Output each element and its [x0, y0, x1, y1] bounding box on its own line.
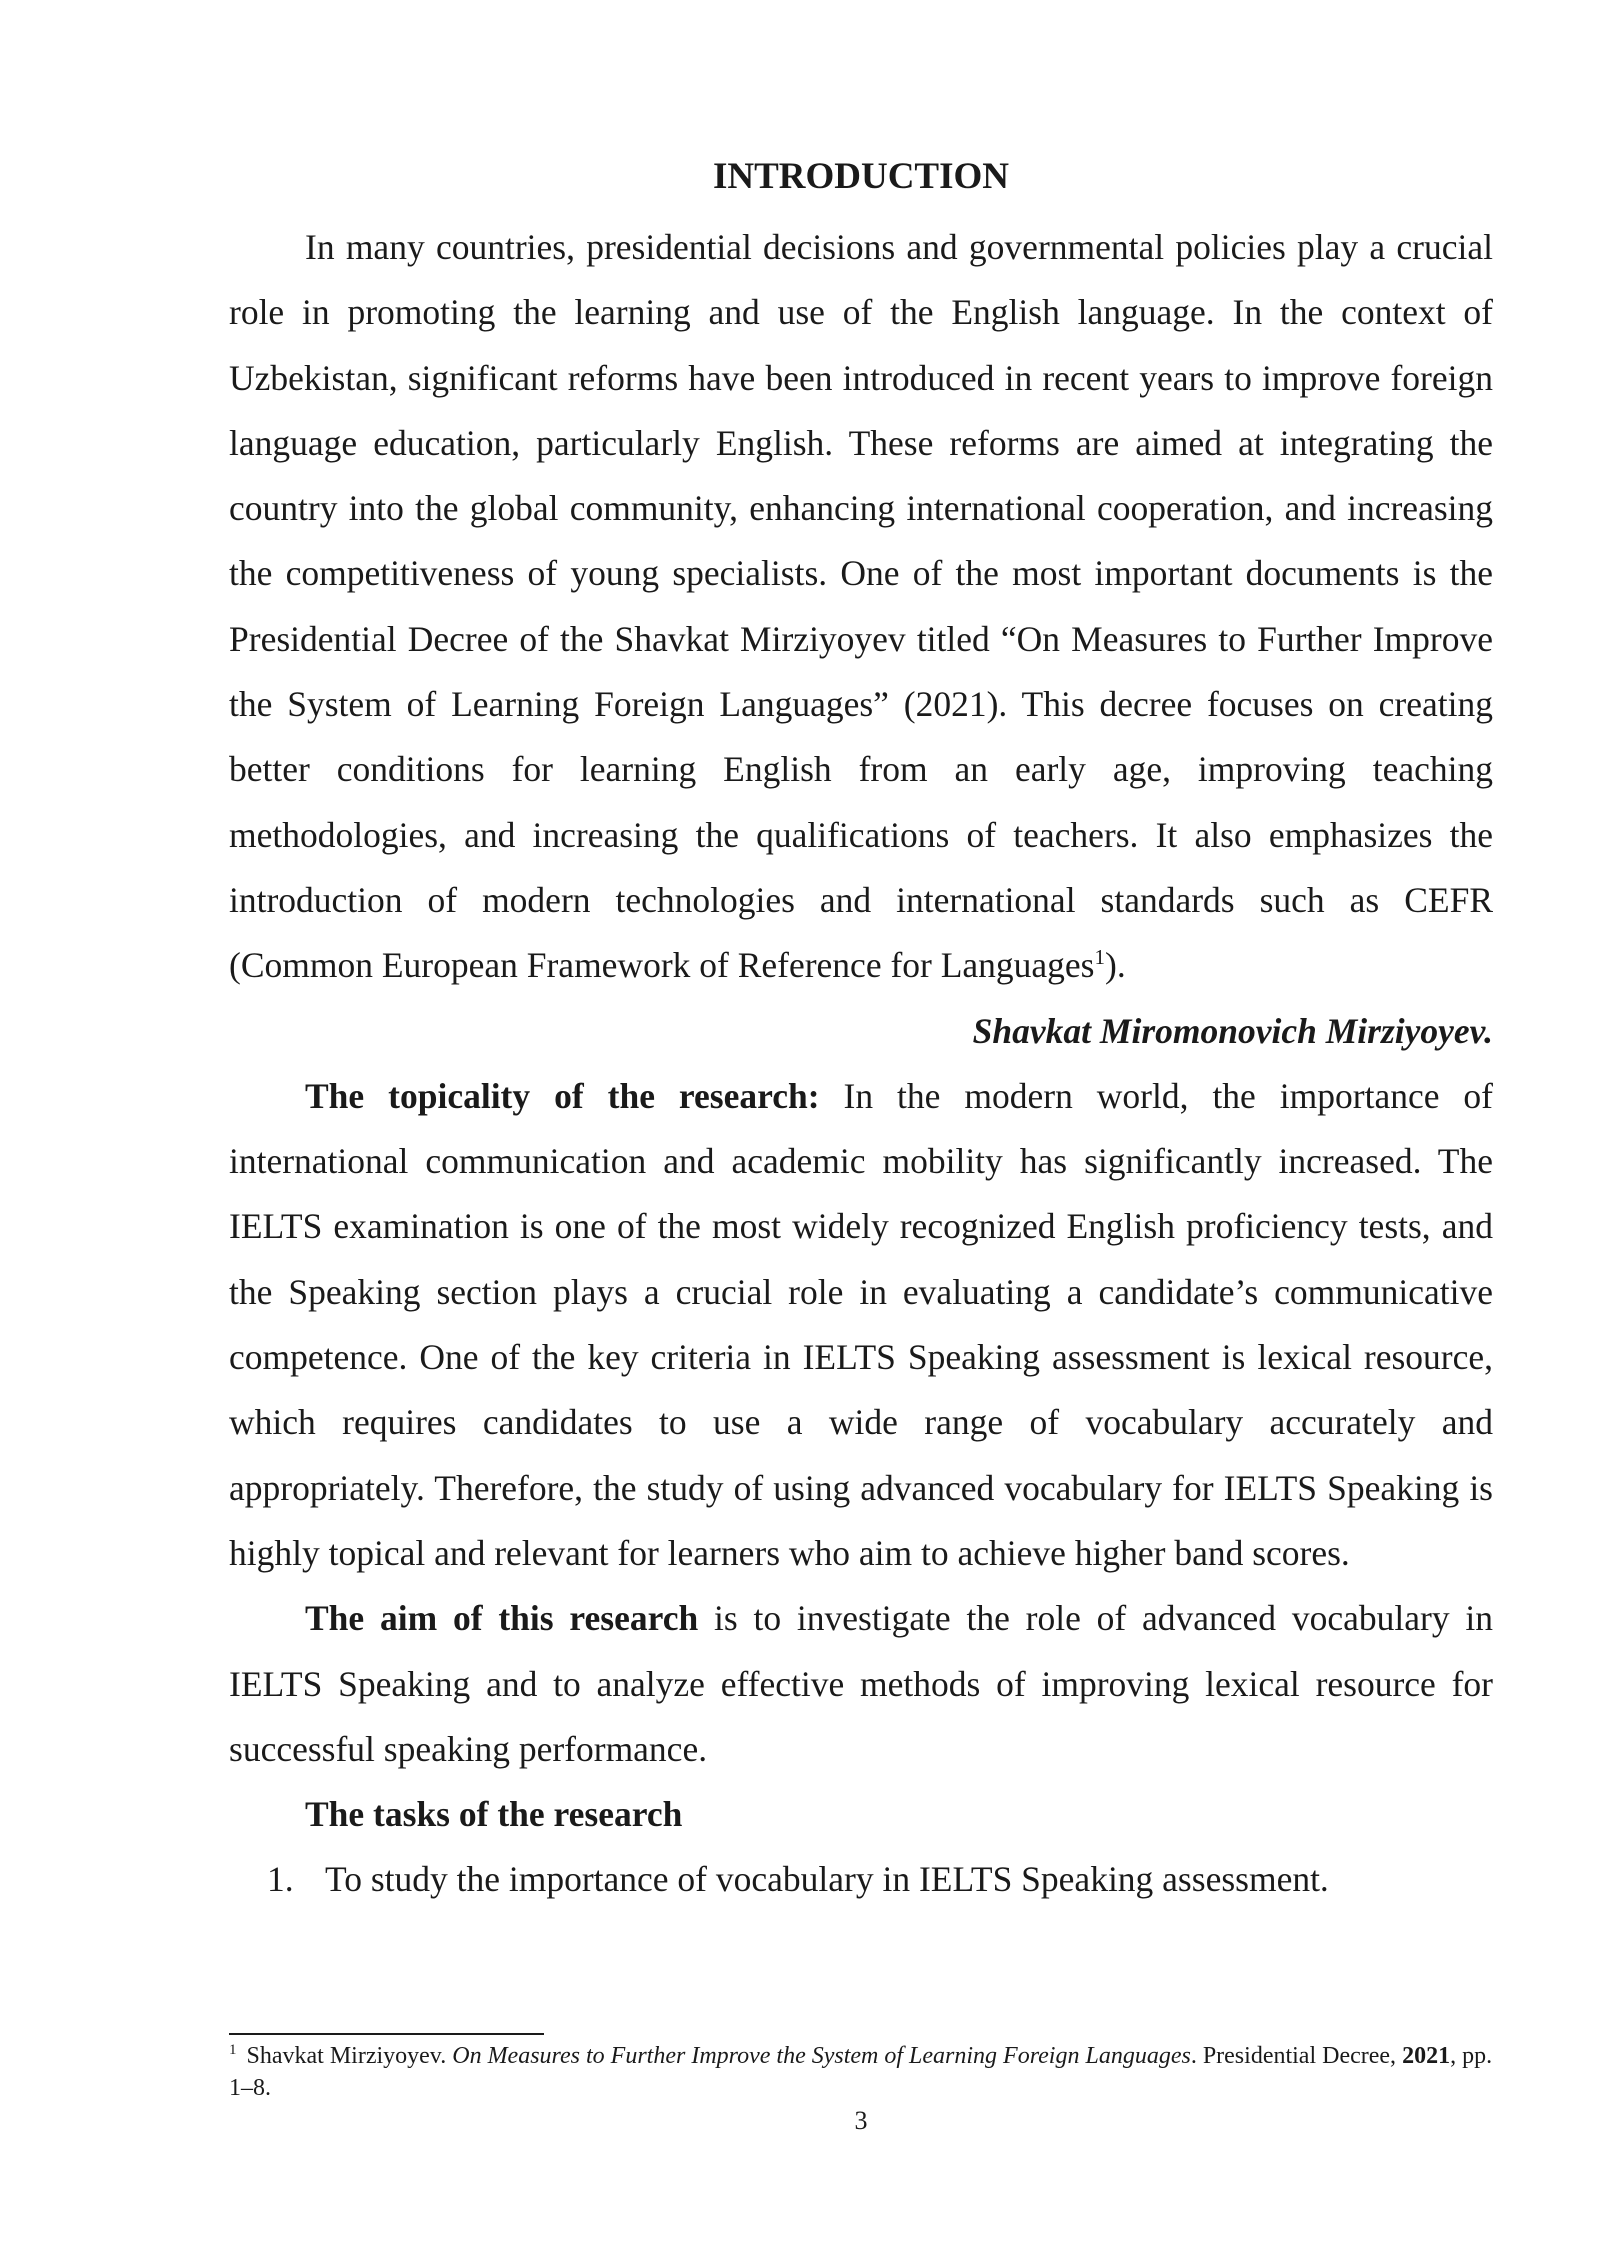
list-item [229, 1847, 1493, 1912]
footnote-mark: 1 [229, 2042, 237, 2058]
tasks-title: The tasks of the research [305, 1794, 683, 1835]
signature: Shavkat Miromonovich Mirziyoyev. [972, 1010, 1493, 1051]
footnote-divider [229, 2033, 544, 2035]
footnote-source: . Presidential Decree, [1190, 2043, 1403, 2069]
footnote-year: 2021 [1402, 2043, 1451, 2069]
topicality-paragraph [229, 1064, 1493, 1586]
aim-paragraph [229, 1586, 1493, 1782]
topicality-text: In the modern world, the importance of international communication and academic mobility has significantly increased. The IELTS examination is one of the most widely recognized English proficiency tests, and the Speaking section plays a crucial role in evaluating a candidate’s communicative competence. One of the key criteria in IELTS Speaking assessment is lexical resource, which requires candidates to use a wide range of vocabulary accurately and appropriately. Therefore, the study of using advanced vocabulary for IELTS Speaking is highly topical and relevant for learners who aim to achieve higher band scores. [229, 1075, 1493, 1573]
list-item-text: To study the importance of vocabulary in IELTS Speaking assessment. [325, 1859, 1329, 1900]
footnote [229, 2040, 1493, 2104]
footnote-author: Shavkat Mirziyoyev. [246, 2043, 453, 2069]
aim-label: The aim of this research [305, 1598, 699, 1639]
footnote-reference: 1 [1094, 945, 1105, 970]
section-heading: INTRODUCTION [712, 156, 1010, 197]
topicality-label: The topicality of the research: [305, 1075, 820, 1116]
footnote-title: On Measures to Further Improve the System of Learning Foreign Languages [452, 2043, 1191, 2069]
page-body [229, 150, 1493, 1913]
page-number: 3 [854, 2106, 868, 2135]
intro-tail: ). [1105, 945, 1126, 986]
list-item-number: 1. [267, 1859, 294, 1900]
intro-text: In many countries, presidential decisions and governmental policies play a crucial role in promoting the learning and use of the English language. In the context of Uzbekistan, significant reforms have been introduced in recent years to improve foreign language education, particularly English. These reforms are aimed at integrating the country into the global community, enhancing international cooperation, and increasing the competitiveness of young specialists. One of the most important documents is the Presidential Decree of the Shavkat Mirziyoyev titled “On Measures to Further Improve the System of Learning Foreign Languages” (2021). This decree focuses on creating better conditions for learning English from an early age, improving teaching methodologies, and increasing the qualifications of teachers. It also emphasizes the introduction of modern technologies and international standards such as CEFR (Common European Framework of Reference for Languages [229, 227, 1493, 986]
aim-text: is to investigate the role of advanced vocabulary in IELTS Speaking and to analyze effective methods of improving lexical resource for successful speaking performance. [229, 1598, 1493, 1769]
footnote-pages: , pp. 1–8. [229, 2043, 1493, 2101]
intro-paragraph [229, 215, 1493, 999]
